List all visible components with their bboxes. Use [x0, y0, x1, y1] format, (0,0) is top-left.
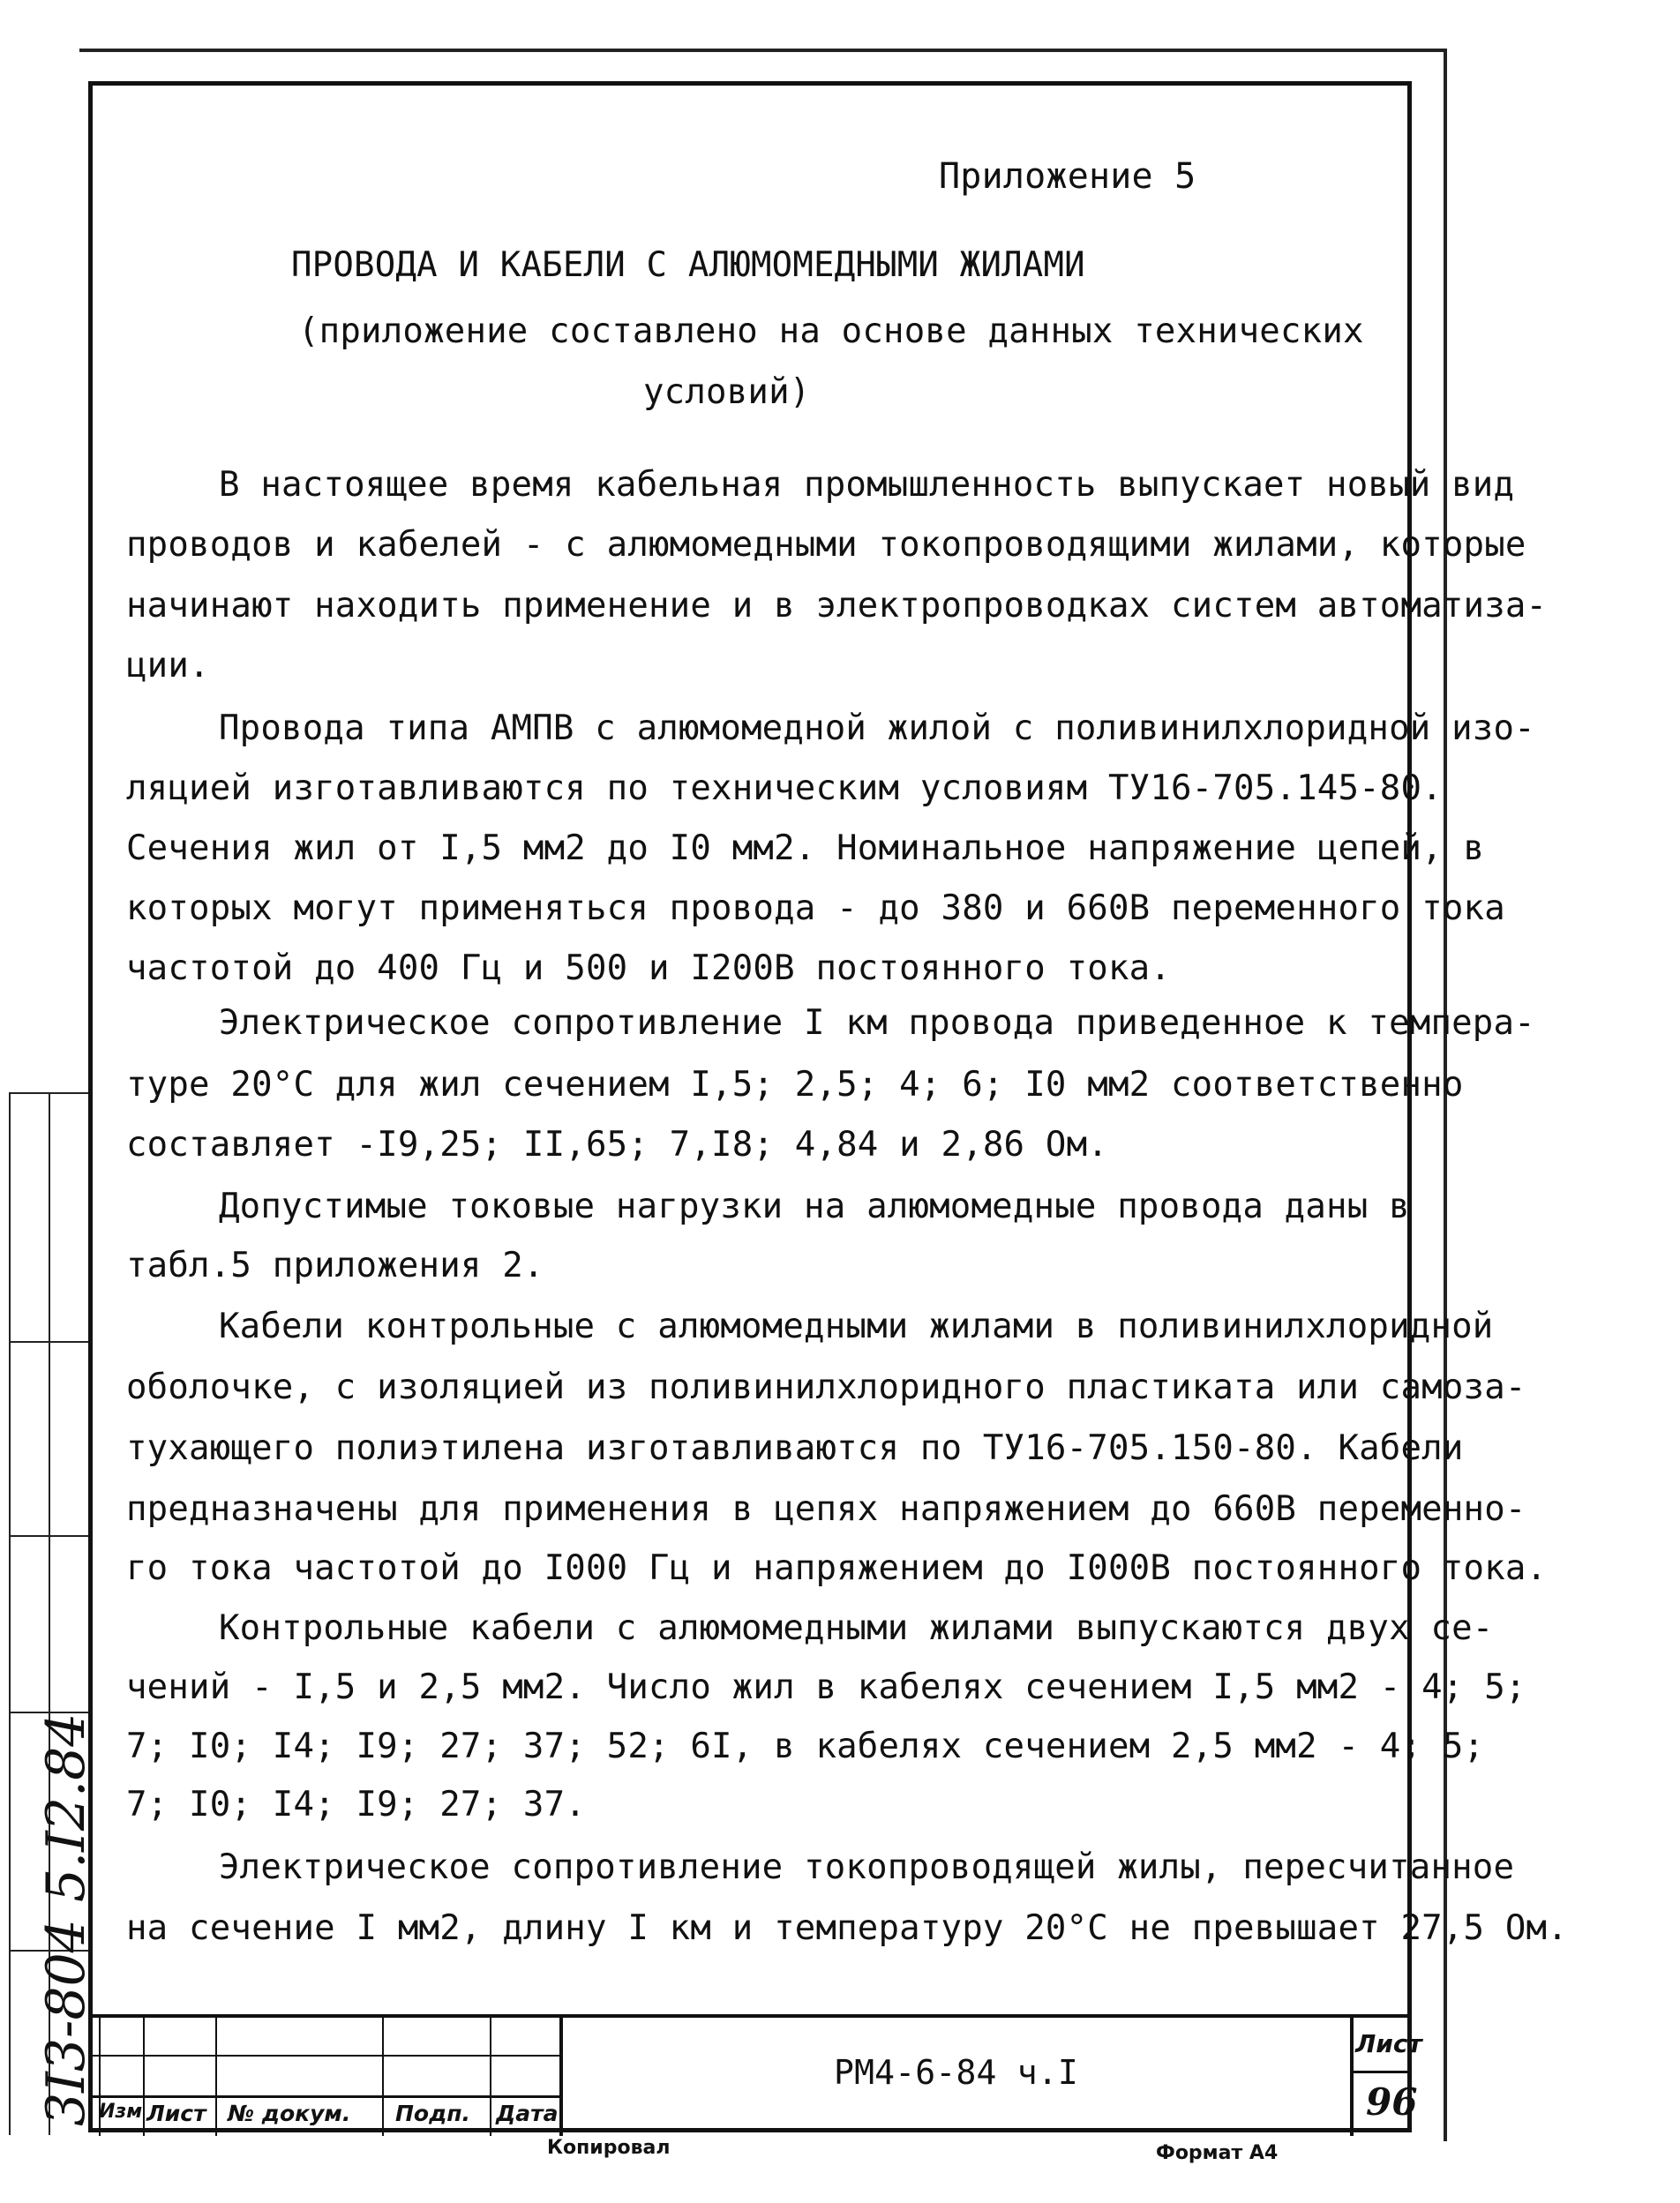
body-line: проводов и кабелей - с алюмомедными токопроводящими жилами, которые	[126, 525, 1526, 565]
body-line: ляцией изготавливаются по техническим условиям ТУ16-705.145-80.	[126, 768, 1443, 808]
sheet-label: Лист	[1355, 2029, 1422, 2058]
body-line: го тока частотой до I000 Гц и напряжением до I000В постоянного тока.	[126, 1548, 1548, 1588]
body-line: Кабели контрольные с алюмомедными жилами в поливинилхлоридной	[219, 1307, 1494, 1346]
body-line: на сечение I мм2, длину I км и температуру 20°С не превышает 27,5 Ом.	[126, 1908, 1568, 1948]
body-line: туре 20°С для жил сечением I,5; 2,5; 4; 6; I0 мм2 соответственно	[126, 1065, 1464, 1105]
side-stamp: 3I3-804 5.I2.84	[35, 1712, 97, 2126]
body-line: предназначены для применения в цепях напряжением до 660В переменно-	[126, 1489, 1526, 1529]
sheet-number: 96	[1366, 2080, 1418, 2124]
page-subtitle-2: условий)	[643, 372, 811, 412]
body-line: частотой до 400 Гц и 500 и I200В постоянного тока.	[126, 948, 1171, 988]
col-label-doc: № докум.	[228, 2101, 351, 2126]
body-line: Электрическое сопротивление токопроводящей жилы, пересчитанное	[219, 1847, 1515, 1887]
body-line: Контрольные кабели с алюмомедными жилами выпускаются двух се-	[219, 1608, 1494, 1648]
col-label-izm: Изм	[99, 2101, 143, 2123]
appendix-label: Приложение 5	[939, 156, 1196, 197]
body-line: 7; I0; I4; I9; 27; 37; 52; 6I, в кабелях сечением 2,5 мм2 - 4; 5;	[126, 1727, 1485, 1766]
copied-note: Копировал	[547, 2137, 671, 2159]
body-line: Допустимые токовые нагрузки на алюмомедные провода даны в	[219, 1187, 1410, 1226]
document-code: РМ4-6-84 ч.I	[834, 2053, 1078, 2092]
body-line: табл.5 приложения 2.	[126, 1246, 544, 1285]
body-line: составляет -I9,25; II,65; 7,I8; 4,84 и 2,86 Ом.	[126, 1125, 1108, 1165]
col-label-list: Лист	[146, 2101, 206, 2126]
body-line: Провода типа АМПВ с алюмомедной жилой с поливинилхлоридной изо-	[219, 708, 1535, 748]
body-line: Сечения жил от I,5 мм2 до I0 мм2. Номинальное напряжение цепей, в	[126, 828, 1485, 868]
body-line: начинают находить применение и в электропроводках систем автоматиза-	[126, 586, 1548, 626]
body-line: В настоящее время кабельная промышленность выпускает новый вид	[219, 465, 1515, 505]
body-line: чений - I,5 и 2,5 мм2. Число жил в кабелях сечением I,5 мм2 - 4; 5;	[126, 1667, 1526, 1707]
sheet-top-edge	[79, 49, 1447, 52]
page-title: ПРОВОДА И КАБЕЛИ С АЛЮМОМЕДНЫМИ ЖИЛАМИ	[291, 245, 1085, 285]
body-line: ции.	[126, 646, 210, 686]
col-label-date: Дата	[496, 2101, 559, 2126]
body-line: тухающего полиэтилена изготавливаются по ТУ16-705.150-80. Кабели	[126, 1428, 1464, 1468]
col-label-sign: Подп.	[395, 2101, 471, 2126]
body-line: 7; I0; I4; I9; 27; 37.	[126, 1785, 586, 1825]
body-line: оболочке, с изоляцией из поливинилхлоридного пластиката или самоза-	[126, 1368, 1526, 1407]
format-note: Формат А4	[1156, 2142, 1279, 2164]
body-line: Электрическое сопротивление I км провода приведенное к темпера-	[219, 1003, 1535, 1043]
page-subtitle-1: (приложение составлено на основе данных технических	[298, 311, 1364, 351]
body-line: которых могут применяться провода - до 380 и 660В переменного тока	[126, 888, 1505, 928]
